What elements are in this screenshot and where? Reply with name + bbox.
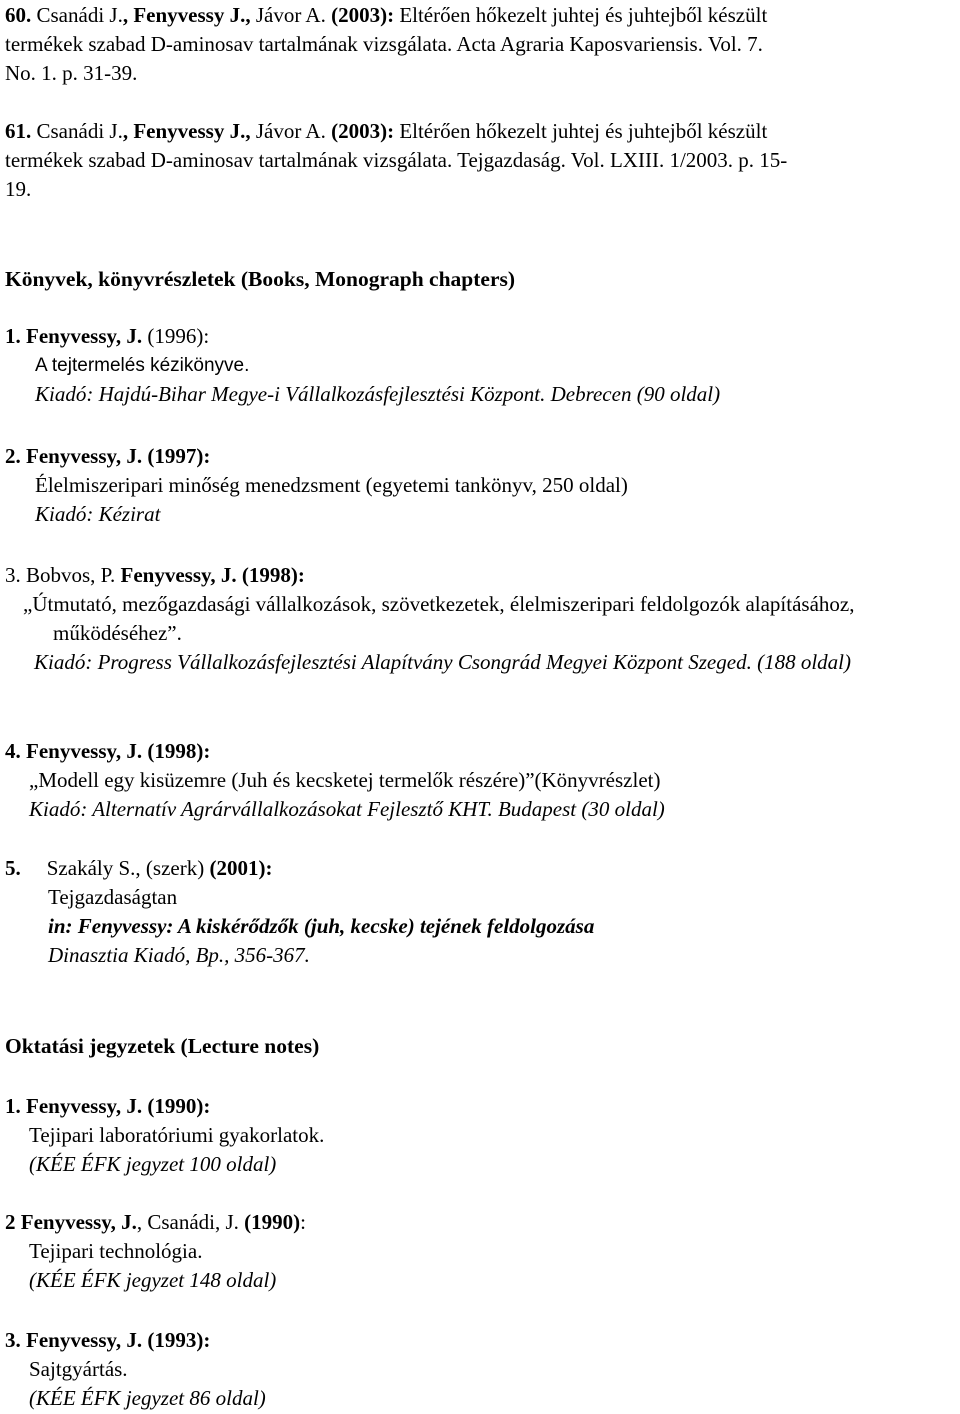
lecture-item-3 [5, 1326, 954, 1413]
author: Jávor A. [255, 119, 326, 143]
book-title: „Modell egy kisüzemre (Juh és kecsketej termelők részére)”(Könyvrészlet) [29, 768, 661, 792]
lecture-title: Tejipari laboratóriumi gyakorlatok. [29, 1123, 325, 1147]
lecture-item-2 [5, 1208, 954, 1295]
author: 2. Fenyvessy, J. [5, 444, 143, 468]
reference-number: 60. [5, 3, 32, 27]
author: Szakály S. [46, 856, 136, 880]
lecture-item-head [5, 1092, 954, 1121]
book-item-5 [5, 854, 954, 970]
year: (2001): [209, 856, 273, 880]
author: 3. Fenyvessy, J. [5, 1328, 143, 1352]
year: (1998): [236, 563, 305, 587]
lecture-note: (KÉE ÉFK jegyzet 100 oldal) [29, 1152, 277, 1176]
book-item-head [5, 442, 954, 471]
author: 4. Fenyvessy, J. [5, 739, 143, 763]
separator: , [245, 119, 256, 143]
author: 1. Fenyvessy, J. [5, 1094, 143, 1118]
year: (1998): [142, 739, 211, 763]
book-publisher: Kiadó: Kézirat [35, 502, 161, 526]
book-item-1 [5, 322, 954, 409]
reference-61-line1 [5, 117, 954, 146]
author: Fenyvessy J. [133, 119, 246, 143]
author: 3. Bobvos, P. [5, 563, 121, 587]
lecture-item-head [5, 1208, 954, 1237]
book-title: „Útmutató, mezőgazdasági vállalkozások, szövetkezetek, élelmiszeripari feldolgozók alapításához, működéséhez”. [23, 592, 855, 645]
year: (1990): [142, 1094, 211, 1118]
book-item-head [5, 854, 954, 883]
reference-60 [5, 1, 954, 88]
reference-61-line3: 19. [5, 177, 32, 201]
reference-61-line2: termékek szabad D-aminosav tartalmának vizsgálata. Tejgazdaság. Vol. LXIII. 1/2003. p. 15- [5, 148, 788, 172]
book-item-head [5, 561, 954, 590]
reference-60-line2: termékek szabad D-aminosav tartalmának vizsgálata. Acta Agraria Kaposvariensis. Vol. 7. [5, 32, 763, 56]
section-heading-lectures: Oktatási jegyzetek (Lecture notes) [5, 1034, 320, 1058]
reference-number: 5. [5, 856, 21, 880]
year: (1993): [142, 1328, 211, 1352]
book-publisher: Kiadó: Alternatív Agrárvállalkozásokat Fejlesztő KHT. Budapest (30 oldal) [29, 797, 665, 821]
book-chapter: in: Fenyvessy: A kiskérődzők (juh, kecske) tejének feldolgozása [48, 914, 595, 938]
title-text: Eltérően hőkezelt juhtej és juhtejből készült [394, 119, 768, 143]
author: 2 Fenyvessy, J. [5, 1210, 137, 1234]
year: (1996): [142, 324, 210, 348]
section-heading-books: Könyvek, könyvrészletek (Books, Monograph chapters) [5, 267, 516, 291]
book-title: Élelmiszeripari minőség menedzsment (egyetemi tankönyv, 250 oldal) [35, 473, 628, 497]
author: Fenyvessy, J. [120, 563, 237, 587]
separator: , [122, 3, 134, 27]
year: (1997): [142, 444, 211, 468]
separator: , [122, 119, 134, 143]
reference-60-line3: No. 1. p. 31-39. [5, 61, 138, 85]
lecture-note: (KÉE ÉFK jegyzet 148 oldal) [29, 1268, 277, 1292]
author: Csanádi J. [36, 119, 123, 143]
author: 1. Fenyvessy, J. [5, 324, 143, 348]
separator: : [300, 1210, 307, 1234]
book-item-head [5, 737, 954, 766]
book-item-2 [5, 442, 954, 529]
lecture-note: (KÉE ÉFK jegyzet 86 oldal) [29, 1386, 266, 1410]
reference-60-line1 [5, 1, 954, 30]
book-title: Tejgazdaságtan [48, 885, 178, 909]
separator: , [245, 3, 256, 27]
year: (2003): [325, 119, 395, 143]
lecture-item-1 [5, 1092, 954, 1179]
reference-number: 61. [5, 119, 32, 143]
year: (1990) [244, 1210, 301, 1234]
year: (2003): [325, 3, 395, 27]
book-publisher: Kiadó: Progress Vállalkozásfejlesztési Alapítvány Csongrád Megyei Központ Szeged. (188 oldal) [34, 650, 851, 674]
author: Jávor A. [255, 3, 326, 27]
editor-note: , (szerk) [135, 856, 210, 880]
reference-61 [5, 117, 954, 204]
author: Fenyvessy J. [133, 3, 246, 27]
lecture-item-head [5, 1326, 954, 1355]
book-title: A tejtermelés kézikönyve. [35, 355, 250, 376]
book-item-3 [5, 561, 954, 677]
book-publisher: Dinasztia Kiadó, Bp., 356-367. [48, 943, 310, 967]
lecture-title: Sajtgyártás. [29, 1357, 128, 1381]
coauthor: , Csanádi, J. [136, 1210, 245, 1234]
book-item-head [5, 322, 954, 351]
book-publisher: Kiadó: Hajdú-Bihar Megye-i Vállalkozásfejlesztési Központ. Debrecen (90 oldal) [35, 382, 721, 406]
title-text: Eltérően hőkezelt juhtej és juhtejből készült [394, 3, 768, 27]
lecture-title: Tejipari technológia. [29, 1239, 203, 1263]
book-item-4 [5, 737, 954, 824]
author: Csanádi J. [36, 3, 123, 27]
